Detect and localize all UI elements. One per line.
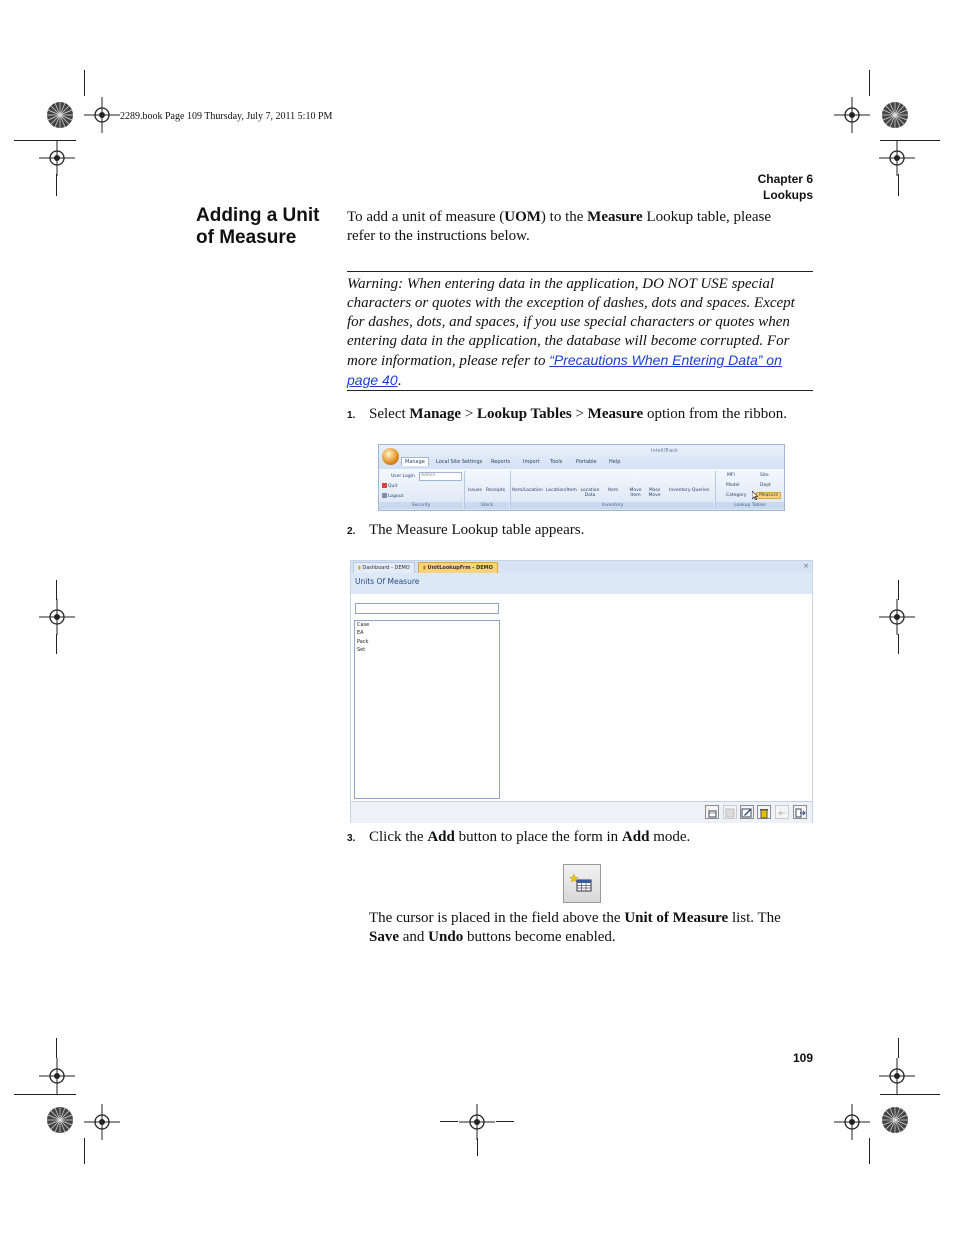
mfi-button[interactable]: MFI — [727, 473, 735, 478]
crosshair-icon — [834, 97, 870, 133]
ribbon-screenshot: IntelliTrack Manage Local Site Settings Reports Import Tools Portable Help User Login Admin Quit Logout Security Issues Receipts Stock Item/Location Location/Item Location Data Item Move Item Mass Move Inventory Queries Inventory MFI Site Model Dept Category Measure Lookup Tables — [378, 444, 785, 511]
crosshair-icon — [879, 140, 915, 176]
location-item-button[interactable]: Location/Item — [546, 488, 577, 493]
exit-button[interactable] — [793, 805, 807, 819]
page-40-link[interactable]: page 40 — [347, 372, 398, 388]
unit-of-measure-list[interactable] — [354, 620, 500, 799]
add-button[interactable] — [705, 805, 719, 819]
tab-manage[interactable]: Manage — [401, 457, 429, 466]
security-group-label: Security — [379, 502, 463, 509]
user-login-label: User Login — [391, 474, 415, 479]
crosshair-icon — [39, 140, 75, 176]
step-3: 3. Click the Add button to place the form in Add mode. — [347, 829, 691, 845]
step-1: 1. Select Manage > Lookup Tables > Measure option from the ribbon. — [347, 406, 787, 422]
quit-icon — [382, 483, 387, 488]
warning-note: Warning: When entering data in the application, DO NOT USE special characters or quotes with the exception of dashes, dots and spaces. Except for dashes, dots, and spaces, if you use special characters or quotes when entering data in the application, the database will become corrupted. For more information, please refer to “Precautions When Entering Data” on page 40. — [347, 276, 795, 389]
save-button[interactable] — [723, 805, 737, 819]
print-header: 2289.book Page 109 Thursday, July 7, 2011 5:10 PM — [120, 111, 333, 122]
category-button[interactable]: Category — [726, 493, 747, 498]
item-button[interactable]: Item — [608, 488, 619, 493]
move-item-button[interactable]: Move Item — [629, 488, 642, 498]
list-item[interactable]: Pack — [357, 639, 369, 645]
crosshair-icon — [834, 1104, 870, 1140]
list-item[interactable]: Set — [357, 647, 366, 653]
receipts-button[interactable]: Receipts — [486, 488, 506, 493]
registration-target-icon — [881, 101, 909, 129]
inventory-group-label: Inventory — [511, 502, 714, 509]
section-title-line1: Adding a Unit — [196, 205, 320, 226]
chapter-label: Chapter 6 — [757, 172, 813, 186]
crosshair-icon — [459, 1104, 495, 1140]
running-header — [758, 172, 813, 202]
crosshair-icon — [84, 1104, 120, 1140]
form-toolbar — [351, 801, 812, 823]
section-title-line2: of Measure — [196, 227, 297, 248]
section-label: Lookups — [763, 188, 813, 202]
save-icon — [724, 807, 736, 819]
logout-icon — [382, 493, 387, 498]
office-orb-icon[interactable] — [382, 448, 399, 465]
measure-lookup-window — [350, 560, 813, 823]
crosshair-icon — [39, 599, 75, 635]
dept-button[interactable]: Dept — [760, 483, 771, 488]
form-header: Units Of Measure — [351, 573, 812, 594]
measure-button[interactable]: Measure — [756, 492, 781, 499]
mass-move-button[interactable]: Mass Move — [648, 488, 661, 498]
list-item[interactable]: EA — [357, 630, 364, 636]
tab-reports[interactable]: Reports — [491, 459, 511, 465]
add-button-image — [563, 864, 601, 903]
add-record-icon — [564, 865, 600, 902]
tab-unit-lookup[interactable]: ▮ UnitLookupFrm - DEMO — [418, 562, 498, 574]
after-add-paragraph: The cursor is placed in the field above the Unit of Measure list. The Save and Undo buttons become enabled. — [369, 910, 781, 945]
list-item[interactable]: Case — [357, 622, 370, 628]
logout-button[interactable]: Logout — [382, 493, 403, 499]
warning-rule-bottom — [347, 390, 813, 391]
stock-group-label: Stock — [465, 502, 509, 509]
trash-icon — [758, 807, 770, 819]
user-login-select[interactable]: Admin — [419, 472, 462, 481]
precautions-link[interactable]: “Precautions When Entering Data” on — [549, 352, 782, 368]
crosshair-icon — [84, 97, 120, 133]
registration-target-icon — [46, 101, 74, 129]
tab-import[interactable]: Import — [523, 459, 540, 465]
mouse-pointer-icon — [752, 491, 758, 500]
exit-icon — [794, 807, 806, 819]
section-title — [196, 205, 319, 249]
tab-portable[interactable]: Portable — [576, 459, 597, 465]
page-number: 109 — [792, 1051, 813, 1065]
crosshair-icon — [39, 1058, 75, 1094]
edit-button[interactable] — [740, 805, 754, 819]
step-2: 2. The Measure Lookup table appears. — [347, 522, 585, 538]
add-record-icon — [706, 807, 718, 819]
registration-target-icon — [881, 1106, 909, 1134]
crosshair-icon — [879, 599, 915, 635]
quit-button[interactable]: Quit — [382, 483, 397, 489]
site-button[interactable]: Site — [760, 473, 769, 478]
warning-rule-top — [347, 271, 813, 272]
tab-help[interactable]: Help — [609, 459, 621, 465]
close-icon[interactable]: × — [803, 562, 809, 570]
edit-icon — [741, 807, 753, 819]
undo-icon — [776, 807, 788, 819]
location-data-button[interactable]: Location Data — [580, 488, 600, 498]
tab-dashboard[interactable]: ▮ Dashboard - DEMO — [353, 562, 415, 574]
delete-button[interactable] — [757, 805, 771, 819]
undo-button[interactable] — [775, 805, 789, 819]
unit-of-measure-input[interactable] — [355, 603, 499, 614]
lookup-tables-group-label: Lookup Tables — [716, 502, 784, 509]
registration-target-icon — [46, 1106, 74, 1134]
issues-button[interactable]: Issues — [468, 488, 482, 493]
inventory-queries-button[interactable]: Inventory Queries — [669, 488, 710, 493]
crosshair-icon — [879, 1058, 915, 1094]
tab-tools[interactable]: Tools — [550, 459, 563, 465]
item-location-button[interactable]: Item/Location — [512, 488, 543, 493]
tab-local-site-settings[interactable]: Local Site Settings — [436, 459, 483, 465]
intro-paragraph: To add a unit of measure (UOM) to the Measure Lookup table, please refer to the instructions below. — [347, 209, 771, 244]
model-button[interactable]: Model — [726, 483, 740, 488]
